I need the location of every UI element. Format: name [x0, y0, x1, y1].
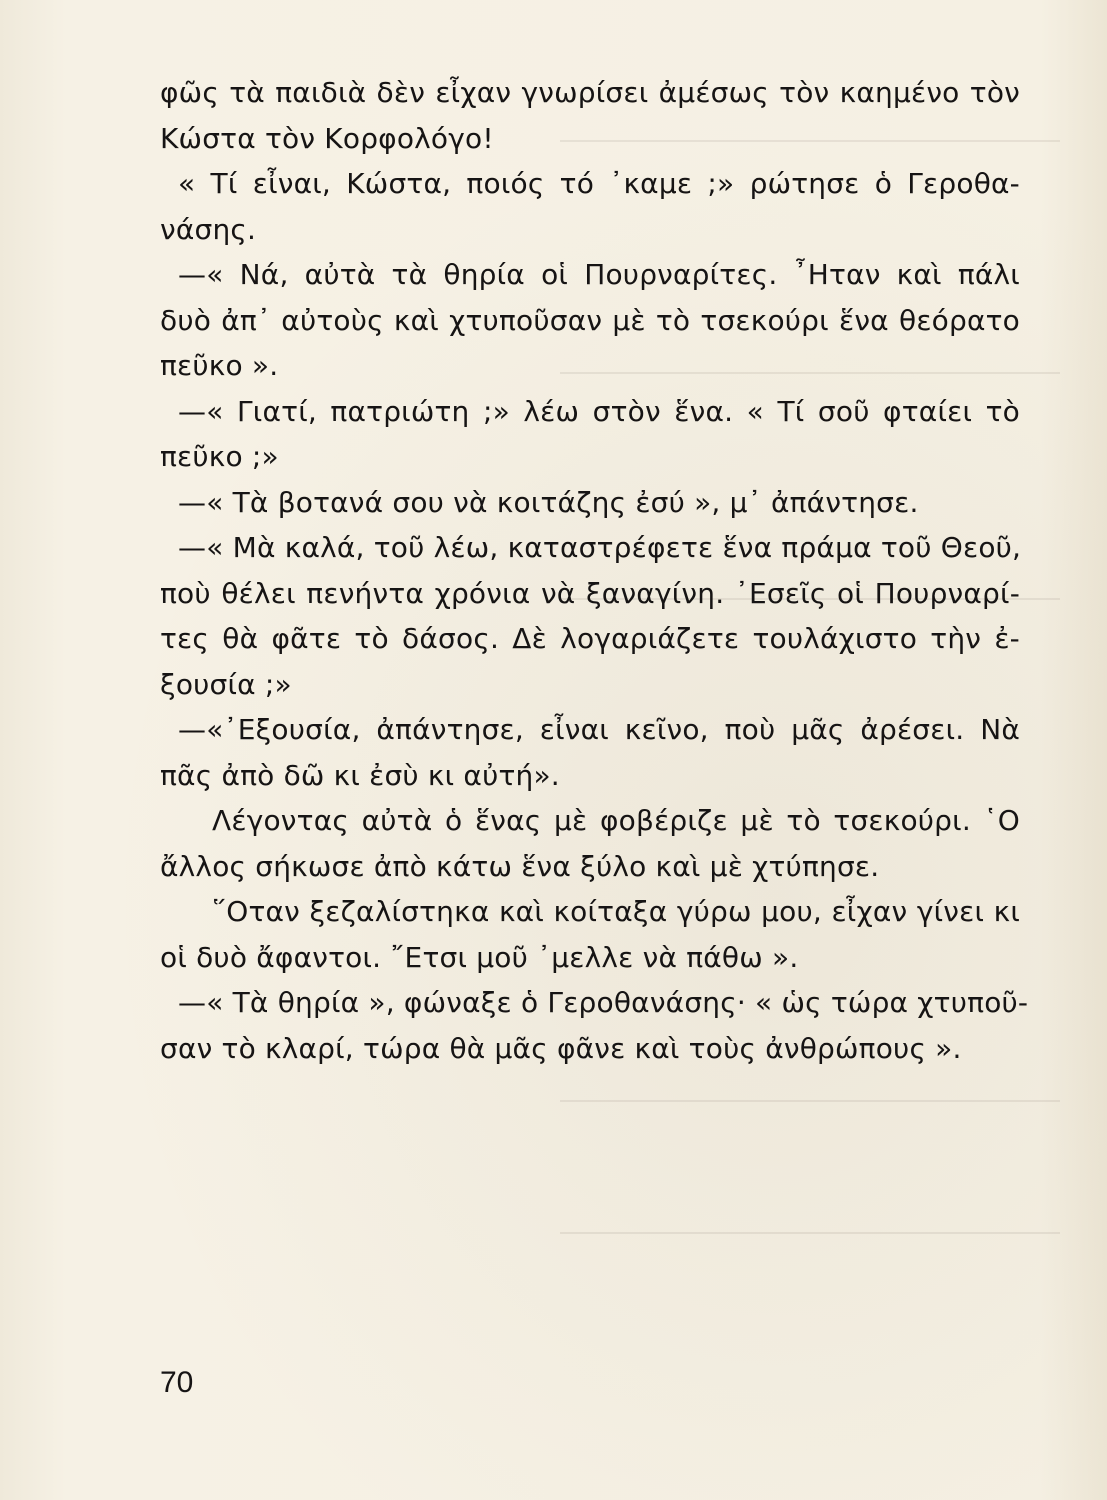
text-line: —« Μὰ καλά, τοῦ λέω, καταστρέφετε ἕνα πράμα τοῦ Θεοῦ, — [178, 531, 1022, 564]
text-line: φῶς τὰ παιδιὰ δὲν εἶχαν γνωρίσει ἀμέσως τὸν καημένο τὸν — [160, 76, 1020, 109]
text-line: πεῦκο ». — [160, 349, 279, 382]
show-through-line — [560, 1100, 1060, 1102]
show-through-line — [560, 1232, 1060, 1234]
text-line: ἄλλος σήκωσε ἀπὸ κάτω ἕνα ξύλο καὶ μὲ χτύπησε. — [160, 849, 880, 883]
text-line: —« Τὰ βοτανά σου νὰ κοιτάζης ἐσύ », μ᾿ ἀπάντησε. — [178, 485, 919, 519]
text-line: Κώστα τὸν Κορφολόγο! — [160, 121, 494, 155]
text-line: ποὺ θέλει πενήντα χρόνια νὰ ξαναγίνη. ᾿Εσεῖς οἱ Πουρναρί- — [160, 576, 1020, 610]
page-number: 70 — [160, 1366, 194, 1399]
text-line: τες θὰ φᾶτε τὸ δάσος. Δὲ λογαριάζετε τουλάχιστο τὴν ἐ- — [160, 622, 1020, 655]
text-line: —«᾿Εξουσία, ἀπάντησε, εἶναι κεῖνο, ποὺ μᾶς ἀρέσει. Νὰ — [178, 713, 1020, 746]
text-line: πεῦκο ;» — [160, 440, 279, 473]
text-line: οἱ δυὸ ἄφαντοι. ῎Ετσι μοῦ ᾿μελλε νὰ πάθω ». — [160, 940, 799, 974]
text-line: —« Γιατί, πατριώτη ;» λέω στὸν ἕνα. « Τί σοῦ φταίει τὸ — [178, 394, 1020, 428]
text-line: δυὸ ἀπ᾿ αὐτοὺς καὶ χτυποῦσαν μὲ τὸ τσεκούρι ἕνα θεόρατο — [160, 303, 1020, 337]
text-line: ῞Οταν ξεζαλίστηκα καὶ κοίταξα γύρω μου, εἶχαν γίνει κι — [212, 895, 1020, 928]
text-line: —« Νά, αὐτὰ τὰ θηρία οἱ Πουρναρίτες. ῏Ηταν καὶ πάλι — [178, 258, 1020, 291]
text-line: νάσης. — [160, 212, 257, 246]
text-line: ξουσία ;» — [160, 667, 292, 701]
body-text — [160, 70, 1029, 1071]
text-line: Λέγοντας αὐτὰ ὁ ἕνας μὲ φοβέριζε μὲ τὸ τσεκούρι. ῾Ο — [212, 804, 1020, 837]
text-line: σαν τὸ κλαρί, τώρα θὰ μᾶς φᾶνε καὶ τοὺς ἀνθρώπους ». — [160, 1031, 962, 1065]
text-line: « Τί εἶναι, Κώστα, ποιός τό ᾿καμε ;» ρώτησε ὁ Γεροθα- — [178, 167, 1020, 200]
text-line: πᾶς ἀπὸ δῶ κι ἐσὺ κι αὐτή». — [160, 758, 560, 792]
text-line: —« Τὰ θηρία », φώναξε ὁ Γεροθανάσης· « ὡς τώρα χτυποῦ- — [178, 986, 1029, 1019]
